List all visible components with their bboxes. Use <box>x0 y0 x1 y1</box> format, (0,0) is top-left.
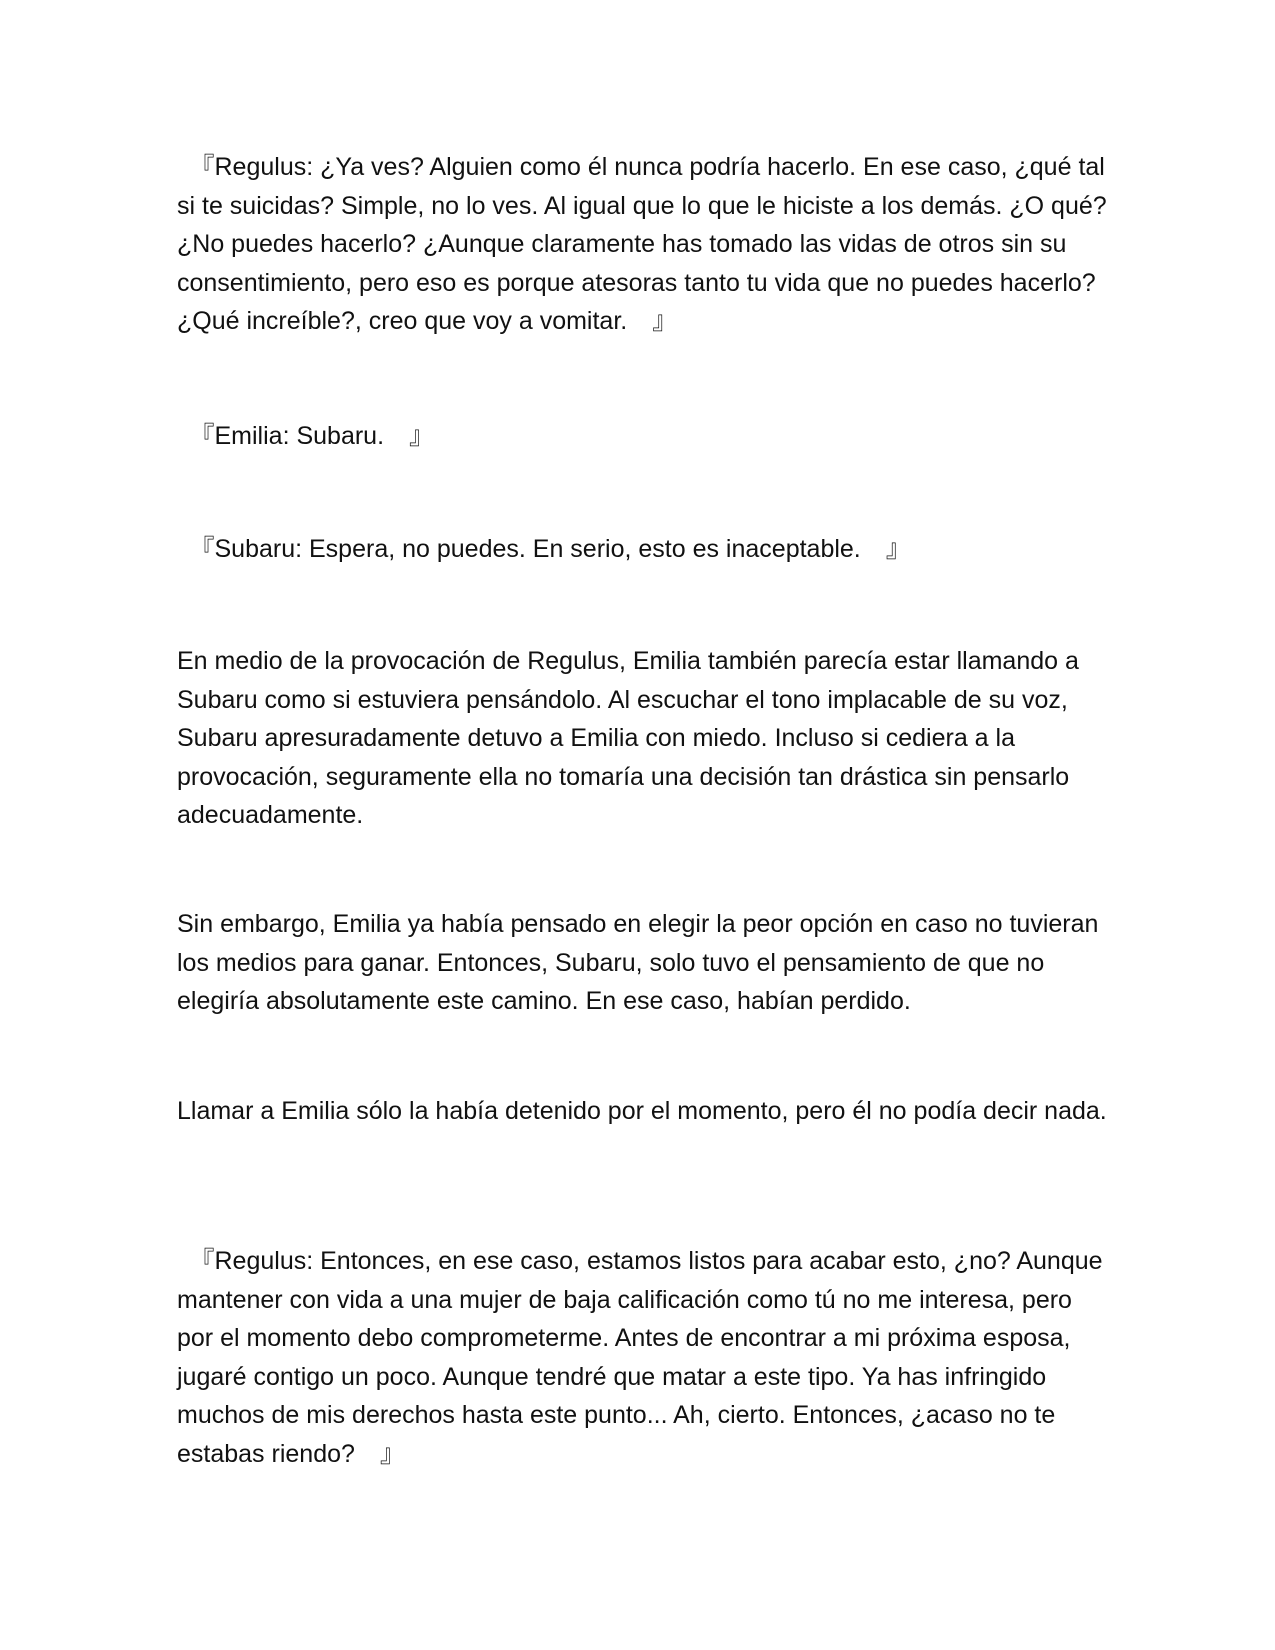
dialogue-emilia: 『Emilia: Subaru. 』 <box>177 422 435 450</box>
narration-paragraph-1: En medio de la provocación de Regulus, Emilia también parecía estar llamando a Subaru como si estuviera pensándolo. Al escuchar el tono implacable de su voz, Subaru apresuradamente detuvo a Emilia con miedo. Incluso si cediera a la provocación, seguramente ella no tomaría una decisión tan drástica sin pensarlo adecuadamente. <box>177 647 1086 829</box>
narration-paragraph-2: Sin embargo, Emilia ya había pensado en elegir la peor opción en caso no tuvieran los medios para ganar. Entonces, Subaru, solo tuvo el pensamiento de que no elegiría absolutamente este camino. En ese caso, habían perdido. <box>177 910 1106 1015</box>
narration-paragraph-3: Llamar a Emilia sólo la había detenido por el momento, pero él no podía decir nada. <box>177 1097 1107 1125</box>
dialogue-regulus-2: 『Regulus: Entonces, en ese caso, estamos listos para acabar esto, ¿no? Aunque mantener con vida a una mujer de baja calificación como tú no me interesa, pero por el momento debo comprometerme. Antes de encontrar a mi próxima esposa, jugaré contigo un poco. Aunque tendré que matar a este tipo. Ya has infringido muchos de mis derechos hasta este punto... Ah, cierto. Entonces, ¿acaso no te estabas riendo? 』 <box>177 1247 1110 1468</box>
dialogue-regulus-1: 『Regulus: ¿Ya ves? Alguien como él nunca podría hacerlo. En ese caso, ¿qué tal si te suicidas? Simple, no lo ves. Al igual que lo que le hiciste a los demás. ¿O qué? ¿No puedes hacerlo? ¿Aunque claramente has tomado las vidas de otros sin su consentimiento, pero eso es porque atesoras tanto tu vida que no puedes hacerlo? ¿Qué increíble?, creo que voy a vomitar. 』 <box>177 153 1114 335</box>
dialogue-subaru: 『Subaru: Espera, no puedes. En serio, esto es inaceptable. 』 <box>177 535 911 563</box>
